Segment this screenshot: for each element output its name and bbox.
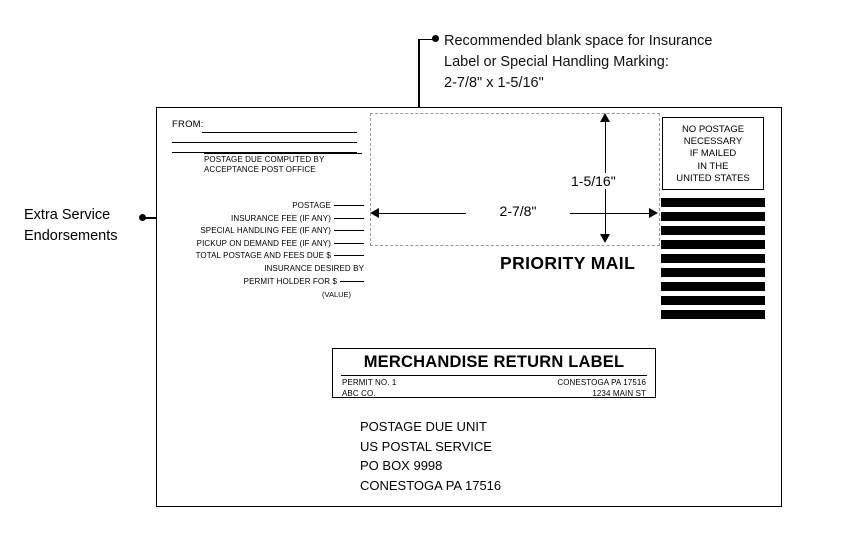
fee-list bbox=[178, 200, 364, 288]
no-postage-necessary-box bbox=[662, 117, 764, 190]
fee-blank-line bbox=[334, 205, 364, 206]
from-block bbox=[172, 119, 362, 153]
extra-service-endorsements-label bbox=[24, 205, 159, 247]
address-line-4: CONESTOGA PA 17516 bbox=[360, 477, 502, 493]
no-postage-line-1: NO POSTAGE bbox=[681, 124, 745, 135]
width-dimension-label: 2-7/8" bbox=[466, 203, 570, 219]
fee-row bbox=[178, 213, 364, 226]
barcode-bar bbox=[661, 296, 765, 305]
height-dimension-label: 1-5/16" bbox=[568, 173, 619, 189]
priority-mail-marking: PRIORITY MAIL bbox=[500, 253, 636, 273]
fee-row bbox=[178, 276, 364, 289]
height-arrow-top-icon bbox=[600, 113, 610, 122]
no-postage-line-4: IN THE bbox=[697, 160, 729, 172]
fee-blank-line bbox=[334, 243, 364, 244]
barcode-bar bbox=[661, 268, 765, 277]
address-line-2: US POSTAL SERVICE bbox=[360, 438, 492, 454]
merchandise-return-label-title: MERCHANDISE RETURN LABEL bbox=[363, 353, 625, 371]
fee-label: TOTAL POSTAGE AND FEES DUE $ bbox=[195, 251, 331, 261]
postage-due-divider bbox=[204, 153, 362, 154]
fee-row bbox=[178, 200, 364, 213]
fee-blank-line bbox=[334, 218, 364, 219]
callout-line-2: Label or Special Handling Marking: bbox=[444, 54, 669, 70]
width-arrow-right-icon bbox=[649, 208, 658, 218]
width-arrow-left-icon bbox=[370, 208, 379, 218]
endorsements-line-1: Extra Service bbox=[24, 207, 111, 223]
delivery-address-block bbox=[360, 417, 501, 495]
fee-row bbox=[178, 238, 364, 251]
postage-due-note bbox=[204, 155, 324, 174]
facing-identification-barcode bbox=[661, 198, 765, 322]
fee-label: PICKUP ON DEMAND FEE (IF ANY) bbox=[196, 238, 331, 248]
endorsements-line-2: Endorsements bbox=[24, 228, 118, 244]
fee-blank-line bbox=[334, 255, 364, 256]
merchandise-return-label-row bbox=[333, 378, 655, 387]
fee-label: INSURANCE DESIRED BY bbox=[264, 263, 364, 273]
barcode-bar bbox=[661, 310, 765, 319]
barcode-bar bbox=[661, 212, 765, 221]
barcode-bar bbox=[661, 240, 765, 249]
fee-row bbox=[178, 250, 364, 263]
callout-blank-space-text bbox=[444, 31, 774, 94]
fee-blank-line bbox=[334, 230, 364, 231]
permit-number: PERMIT NO. 1 bbox=[342, 378, 397, 387]
merchandise-return-label-divider bbox=[341, 375, 647, 376]
fee-label: POSTAGE bbox=[292, 201, 331, 210]
barcode-bar bbox=[661, 254, 765, 263]
fee-row bbox=[178, 263, 364, 276]
no-postage-line-2: NECESSARY bbox=[683, 136, 743, 148]
from-label: FROM: bbox=[172, 119, 204, 130]
fee-label: SPECIAL HANDLING FEE (IF ANY) bbox=[200, 226, 331, 236]
merchandise-return-label-row bbox=[333, 389, 655, 398]
merchandise-return-label-box bbox=[332, 348, 656, 398]
permit-city-state-zip: CONESTOGA PA 17516 bbox=[557, 378, 646, 387]
barcode-bar bbox=[661, 198, 765, 207]
permit-street: 1234 MAIN ST bbox=[592, 389, 646, 398]
permit-company: ABC CO. bbox=[342, 389, 376, 398]
fee-label: PERMIT HOLDER FOR $ bbox=[243, 276, 337, 286]
address-line-3: PO BOX 9998 bbox=[360, 458, 443, 473]
barcode-bar bbox=[661, 282, 765, 291]
fee-row bbox=[178, 225, 364, 238]
fee-blank-line bbox=[340, 281, 364, 282]
postage-due-note-line-2: ACCEPTANCE POST OFFICE bbox=[204, 164, 316, 174]
no-postage-line-3: IF MAILED bbox=[689, 148, 737, 160]
from-rule bbox=[202, 132, 357, 133]
no-postage-line-5: UNITED STATES bbox=[676, 172, 750, 184]
height-arrow-bottom-icon bbox=[600, 234, 610, 243]
address-line-1: POSTAGE DUE UNIT bbox=[360, 419, 487, 434]
callout-line-1: Recommended blank space for Insurance bbox=[444, 33, 713, 49]
postage-due-note-line-1: POSTAGE DUE COMPUTED BY bbox=[204, 155, 325, 164]
barcode-bar bbox=[661, 226, 765, 235]
callout-line-3: 2-7/8" x 1-5/16" bbox=[444, 75, 544, 91]
value-note: (VALUE) bbox=[322, 290, 352, 299]
from-rule bbox=[172, 142, 357, 143]
callout-leader-horizontal bbox=[419, 39, 437, 40]
fee-label: INSURANCE FEE (IF ANY) bbox=[231, 213, 331, 223]
